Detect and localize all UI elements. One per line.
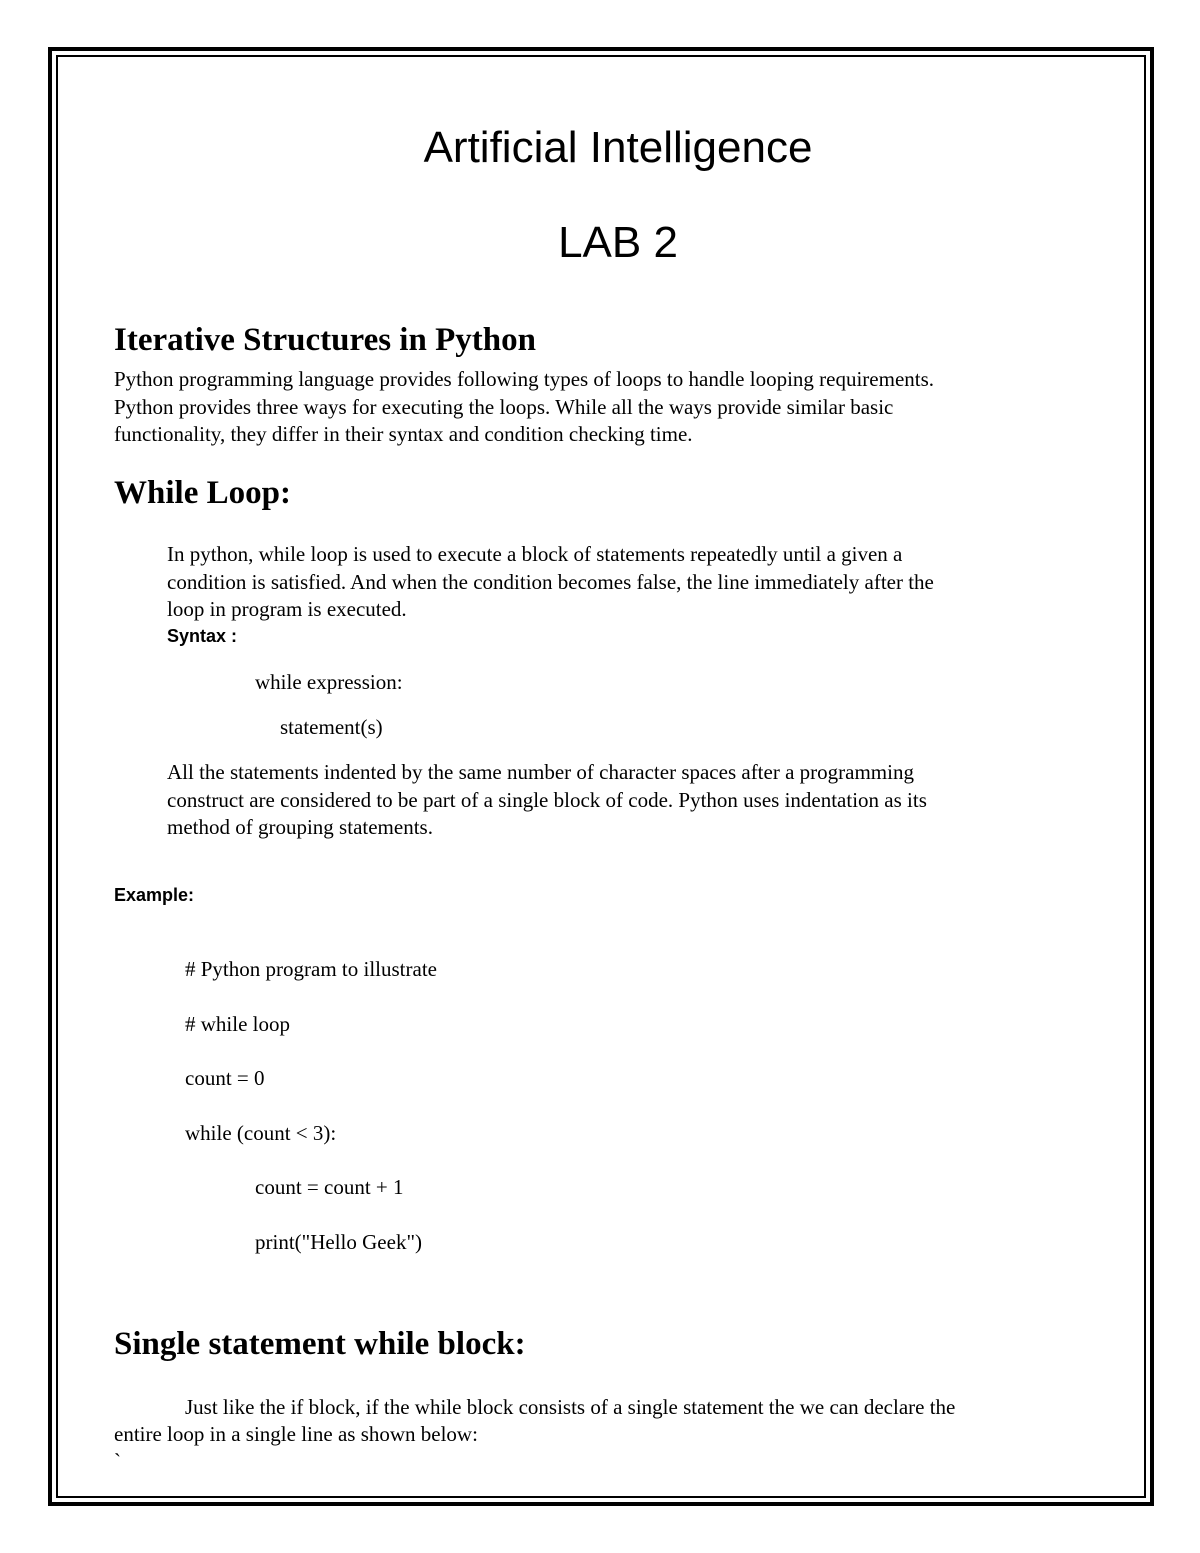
- syntax-line: while expression:: [255, 670, 403, 694]
- paragraph-line: entire loop in a single line as shown below:: [114, 1422, 478, 1446]
- paragraph-indentation: [167, 759, 927, 842]
- code-line: while (count < 3):: [185, 1121, 337, 1145]
- code-line: # Python program to illustrate: [185, 957, 437, 981]
- heading-while-loop: While Loop:: [114, 475, 291, 511]
- paragraph-iterative: [114, 366, 934, 449]
- paragraph-line: Python programming language provides following types of loops to handle looping requirements.: [114, 367, 935, 391]
- code-line: count = 0: [185, 1066, 265, 1090]
- paragraph-line: construct are considered to be part of a single block of code. Python uses indentation as its: [167, 787, 927, 812]
- paragraph-line: condition is satisfied. And when the condition becomes false, the line immediately after the: [167, 569, 934, 594]
- code-line: count = count + 1: [255, 1175, 404, 1199]
- paragraph-line: functionality, they differ in their syntax and condition checking time.: [114, 422, 693, 446]
- code-line: print("Hello Geek"): [255, 1230, 423, 1254]
- heading-iterative-structures: Iterative Structures in Python: [114, 322, 536, 358]
- document-title: Artificial Intelligence: [423, 123, 813, 172]
- paragraph-line: All the statements indented by the same number of character spaces after a programming: [167, 760, 914, 784]
- heading-single-statement: Single statement while block:: [114, 1326, 526, 1362]
- syntax-line: statement(s): [280, 715, 383, 739]
- trailing-mark: `: [114, 1449, 121, 1473]
- paragraph-line: Python provides three ways for executing the loops. While all the ways provide similar basic: [114, 394, 894, 419]
- paragraph-line: method of grouping statements.: [167, 815, 433, 839]
- paragraph-line: loop in program is executed.: [167, 597, 407, 621]
- paragraph-line: In python, while loop is used to execute a block of statements repeatedly until a given a: [167, 542, 903, 566]
- example-label: Example:: [114, 885, 195, 905]
- paragraph-while-intro: [167, 541, 934, 624]
- code-line: # while loop: [185, 1012, 290, 1036]
- document-subtitle: LAB 2: [558, 218, 678, 267]
- paragraph-line: Just like the if block, if the while block consists of a single statement the we can declare the: [185, 1395, 956, 1419]
- syntax-label: Syntax :: [167, 626, 238, 646]
